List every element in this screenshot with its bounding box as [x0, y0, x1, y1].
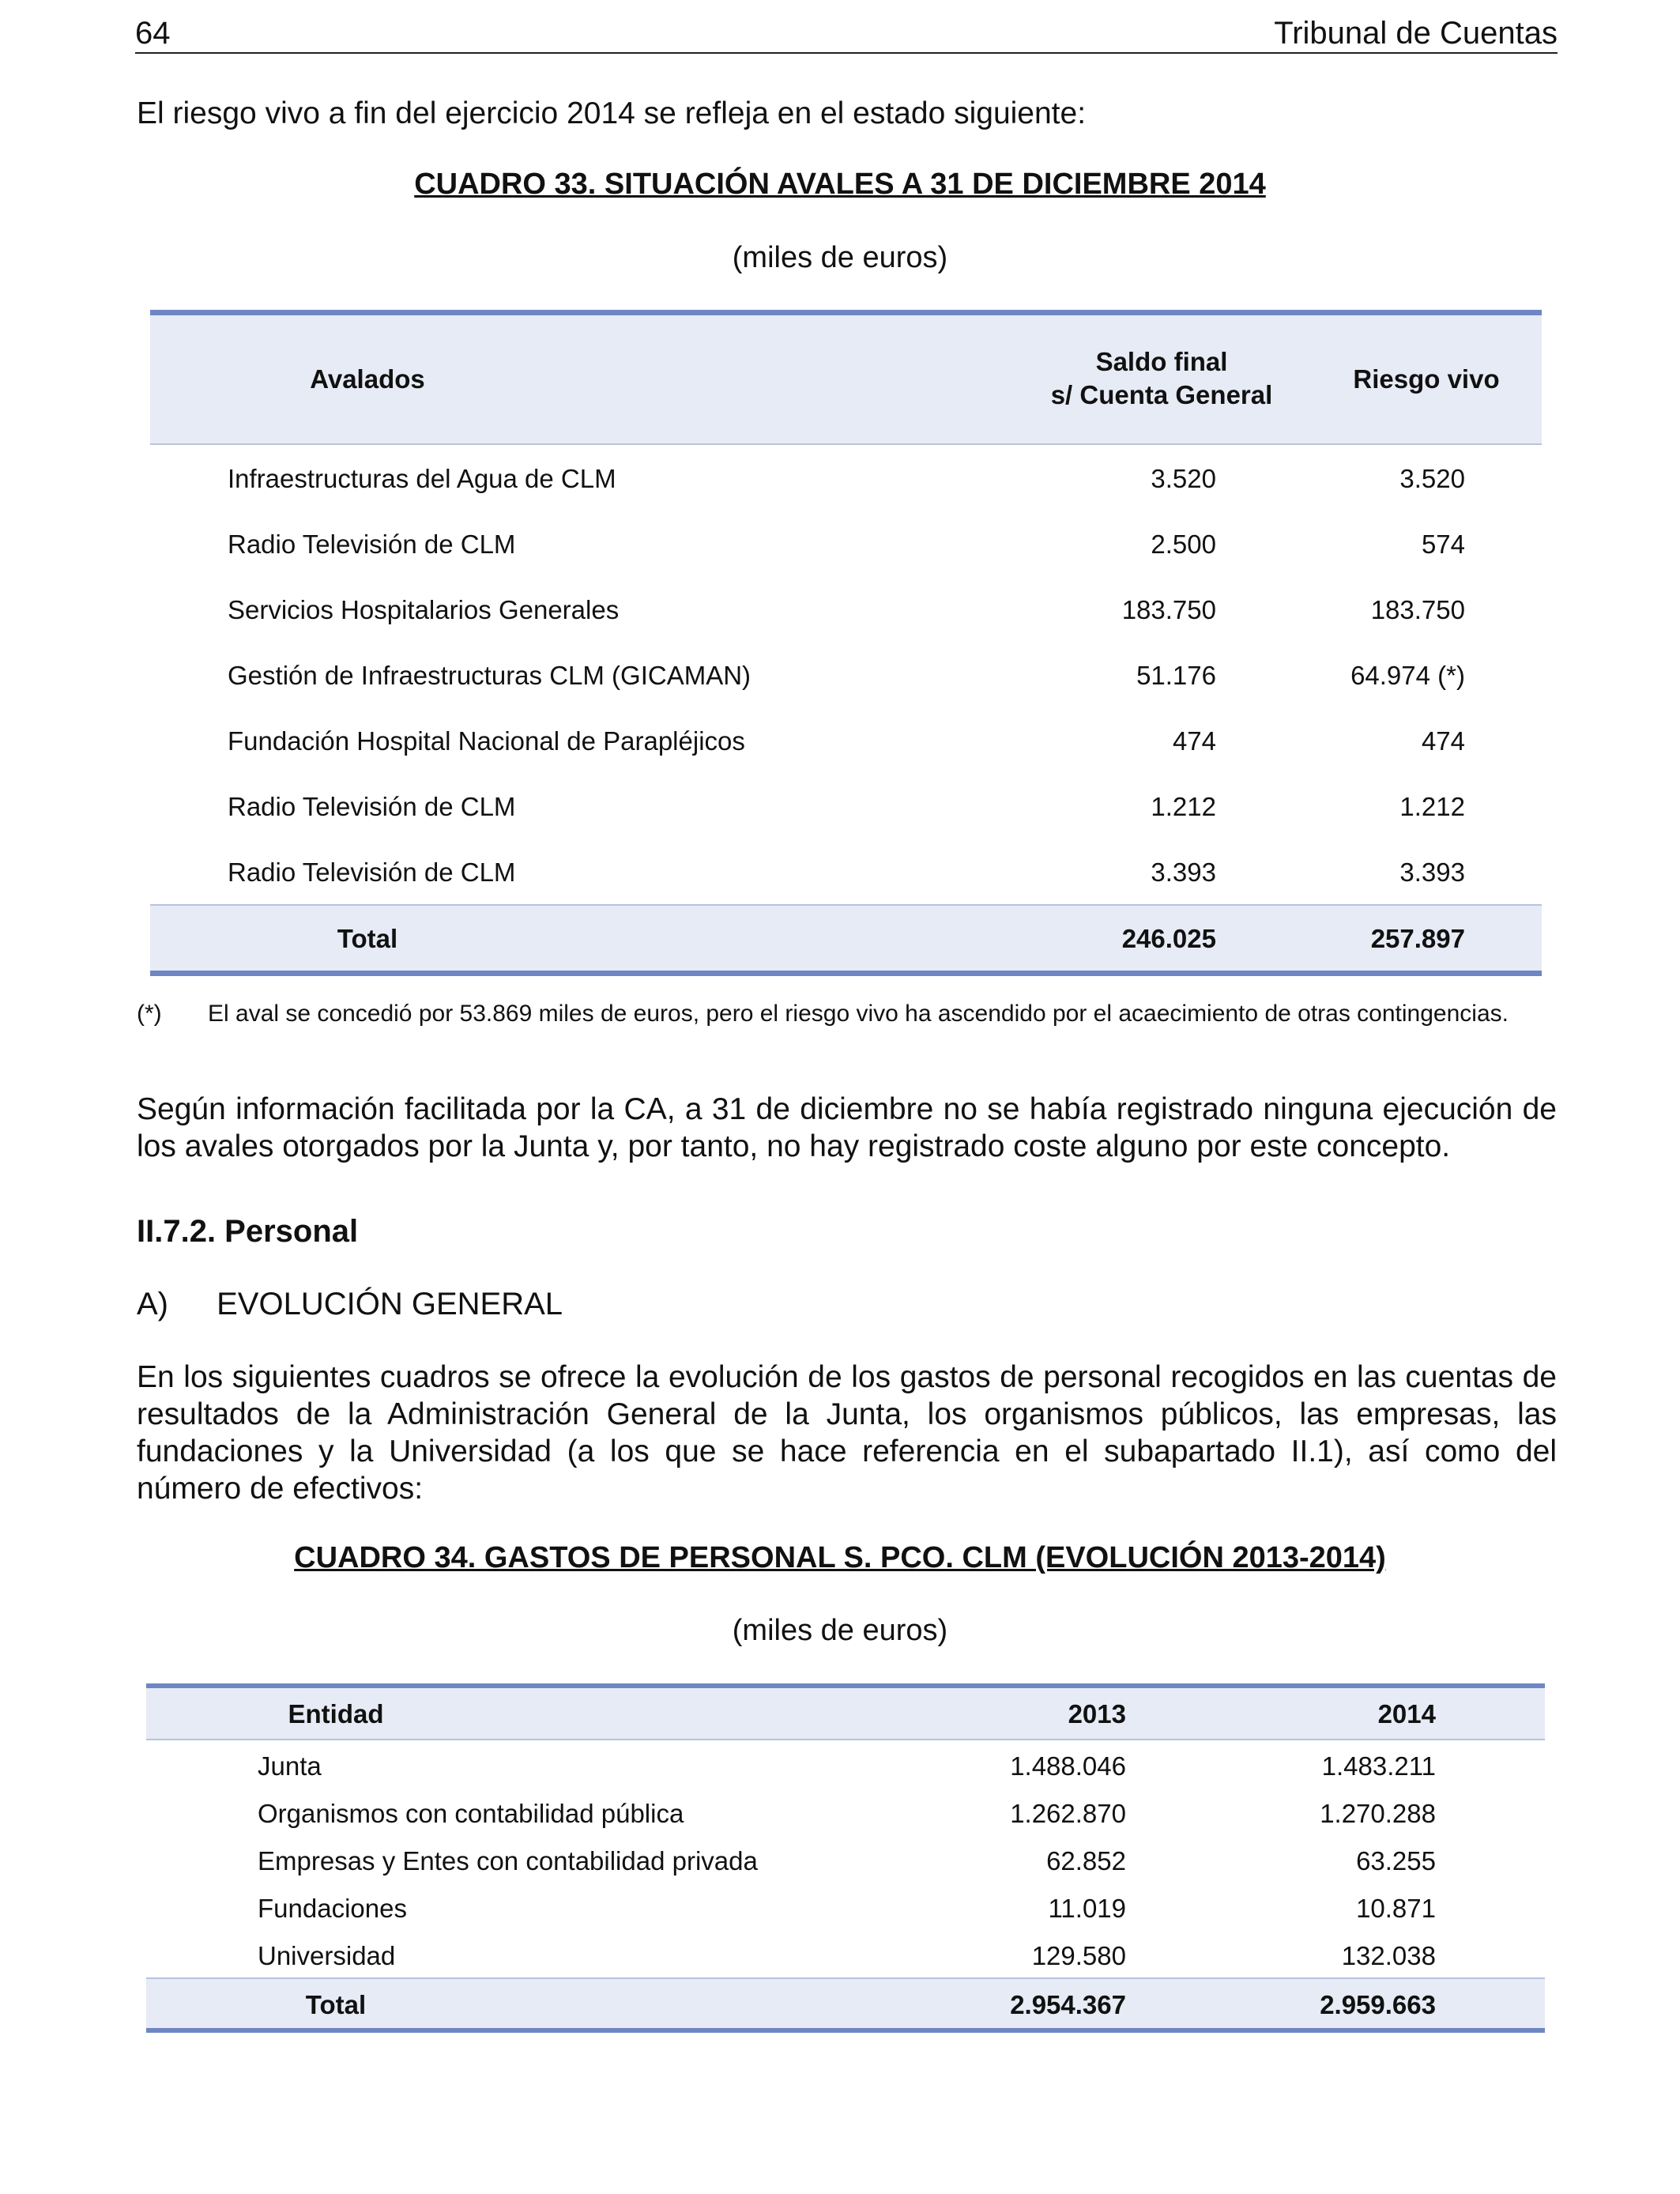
col-header-avalados: Avalados [310, 364, 425, 394]
paragraph-personal: En los siguientes cuadros se ofrece la evolución de los gastos de personal recogidos en las cuentas de resultados de la Administración General de la Junta, los organismos públicos, las empresas, las fundaciones y la Universidad (a los que se hace referencia en el subapartado II.1), así como del número de efectivos: [137, 1360, 1557, 1506]
total-label: Total [337, 924, 398, 953]
saldo-final: 51.176 [1136, 661, 1216, 690]
table-row [150, 707, 1542, 773]
riesgo-vivo: 3.520 [1399, 464, 1465, 493]
col-header-2013: 2013 [1068, 1699, 1126, 1728]
riesgo-vivo: 574 [1421, 530, 1465, 559]
table-row [150, 642, 1542, 707]
saldo-final: 474 [1172, 726, 1216, 756]
saldo-final: 3.393 [1151, 858, 1216, 887]
sub-heading-letter: A) [137, 1287, 168, 1321]
saldo-final: 1.212 [1151, 792, 1216, 821]
entidad-name: Organismos con contabilidad pública [258, 1799, 684, 1828]
riesgo-vivo: 3.393 [1399, 858, 1465, 887]
total-saldo: 246.025 [1121, 924, 1216, 953]
col-header-entidad: Entidad [288, 1699, 384, 1728]
col-header-saldo [1011, 345, 1312, 412]
saldo-final: 3.520 [1151, 464, 1216, 493]
table-row [146, 1788, 1545, 1835]
riesgo-vivo: 64.974 (*) [1350, 661, 1465, 690]
avalado-name: Radio Televisión de CLM [228, 792, 516, 821]
entidad-name: Fundaciones [258, 1894, 407, 1923]
table33-title: CUADRO 33. SITUACIÓN AVALES A 31 DE DICIEMBRE 2014 [414, 168, 1266, 201]
table33-footnote [137, 999, 1557, 1029]
footnote-mark: (*) [137, 1001, 162, 1027]
riesgo-vivo: 183.750 [1370, 595, 1465, 624]
col-header-saldo-line1: Saldo final [1095, 347, 1228, 376]
value-2014: 1.270.288 [1320, 1799, 1436, 1828]
table-row [150, 839, 1542, 904]
value-2013: 1.488.046 [1010, 1751, 1126, 1781]
footnote-text: El aval se concedió por 53.869 miles de euros, pero el riesgo vivo ha ascendido por el acaecimiento de otras contingencias. [208, 1001, 1509, 1027]
table-row [150, 511, 1542, 576]
table-bottom-rule [146, 2028, 1545, 2033]
avalado-name: Radio Televisión de CLM [228, 530, 516, 559]
table-bottom-rule [150, 971, 1542, 976]
value-2014: 10.871 [1356, 1894, 1436, 1923]
col-header-saldo-line2: s/ Cuenta General [1050, 380, 1273, 409]
header-source: Tribunal de Cuentas [1274, 16, 1558, 51]
page-header [135, 6, 1558, 54]
sub-heading-text: EVOLUCIÓN GENERAL [217, 1287, 563, 1321]
section-heading: II.7.2. Personal [137, 1214, 359, 1249]
value-2013: 62.852 [1046, 1846, 1126, 1875]
value-2014: 1.483.211 [1321, 1751, 1436, 1781]
avalado-name: Fundación Hospital Nacional de Parapléjicos [228, 726, 745, 756]
paragraph-avales: Según información facilitada por la CA, a 31 de diciembre no se había registrado ninguna ejecución de los avales otorgados por la Junta y, por tanto, no hay registrado coste alguno por este concepto. [137, 1092, 1557, 1163]
intro-paragraph: El riesgo vivo a fin del ejercicio 2014 se refleja en el estado siguiente: [137, 96, 1087, 130]
table33-body [150, 445, 1542, 904]
table-row [150, 773, 1542, 839]
saldo-final: 183.750 [1121, 595, 1216, 624]
table33-unit: (miles de euros) [732, 241, 948, 274]
table34-body [146, 1740, 1545, 1977]
avalado-name: Servicios Hospitalarios Generales [228, 595, 620, 624]
page-number: 64 [135, 16, 171, 51]
table-row [146, 1930, 1545, 1977]
avalado-name: Infraestructuras del Agua de CLM [228, 464, 616, 493]
table-row [150, 445, 1542, 511]
value-2014: 63.255 [1356, 1846, 1436, 1875]
riesgo-vivo: 1.212 [1399, 792, 1465, 821]
riesgo-vivo: 474 [1421, 726, 1465, 756]
table-row [146, 1835, 1545, 1883]
table33-total-row [150, 904, 1542, 971]
total-label: Total [305, 1990, 367, 2019]
entidad-name: Junta [258, 1751, 322, 1781]
entidad-name: Universidad [258, 1941, 396, 1970]
total-riesgo: 257.897 [1370, 924, 1465, 953]
table-row [150, 576, 1542, 642]
table33 [150, 310, 1542, 976]
total-2013: 2.954.367 [1010, 1990, 1126, 2019]
total-2014: 2.959.663 [1320, 1990, 1436, 2019]
entidad-name: Empresas y Entes con contabilidad privada [258, 1846, 758, 1875]
table-row [146, 1883, 1545, 1930]
col-header-2014: 2014 [1377, 1699, 1436, 1728]
sub-heading [137, 1287, 563, 1322]
table34-unit: (miles de euros) [732, 1614, 948, 1647]
avalado-name: Gestión de Infraestructuras CLM (GICAMAN) [228, 661, 751, 690]
value-2013: 129.580 [1031, 1941, 1126, 1970]
table-row [146, 1740, 1545, 1788]
col-header-riesgo: Riesgo vivo [1353, 364, 1500, 394]
table34-title: CUADRO 34. GASTOS DE PERSONAL S. PCO. CLM (EVOLUCIÓN 2013-2014) [294, 1541, 1386, 1574]
table-top-rule [150, 310, 1542, 315]
table33-header [150, 315, 1542, 445]
value-2013: 11.019 [1048, 1894, 1126, 1923]
table34-total-row [146, 1977, 1545, 2028]
value-2014: 132.038 [1341, 1941, 1436, 1970]
value-2013: 1.262.870 [1010, 1799, 1126, 1828]
table34 [146, 1683, 1545, 2033]
avalado-name: Radio Televisión de CLM [228, 858, 516, 887]
table34-header [146, 1688, 1545, 1740]
saldo-final: 2.500 [1151, 530, 1216, 559]
